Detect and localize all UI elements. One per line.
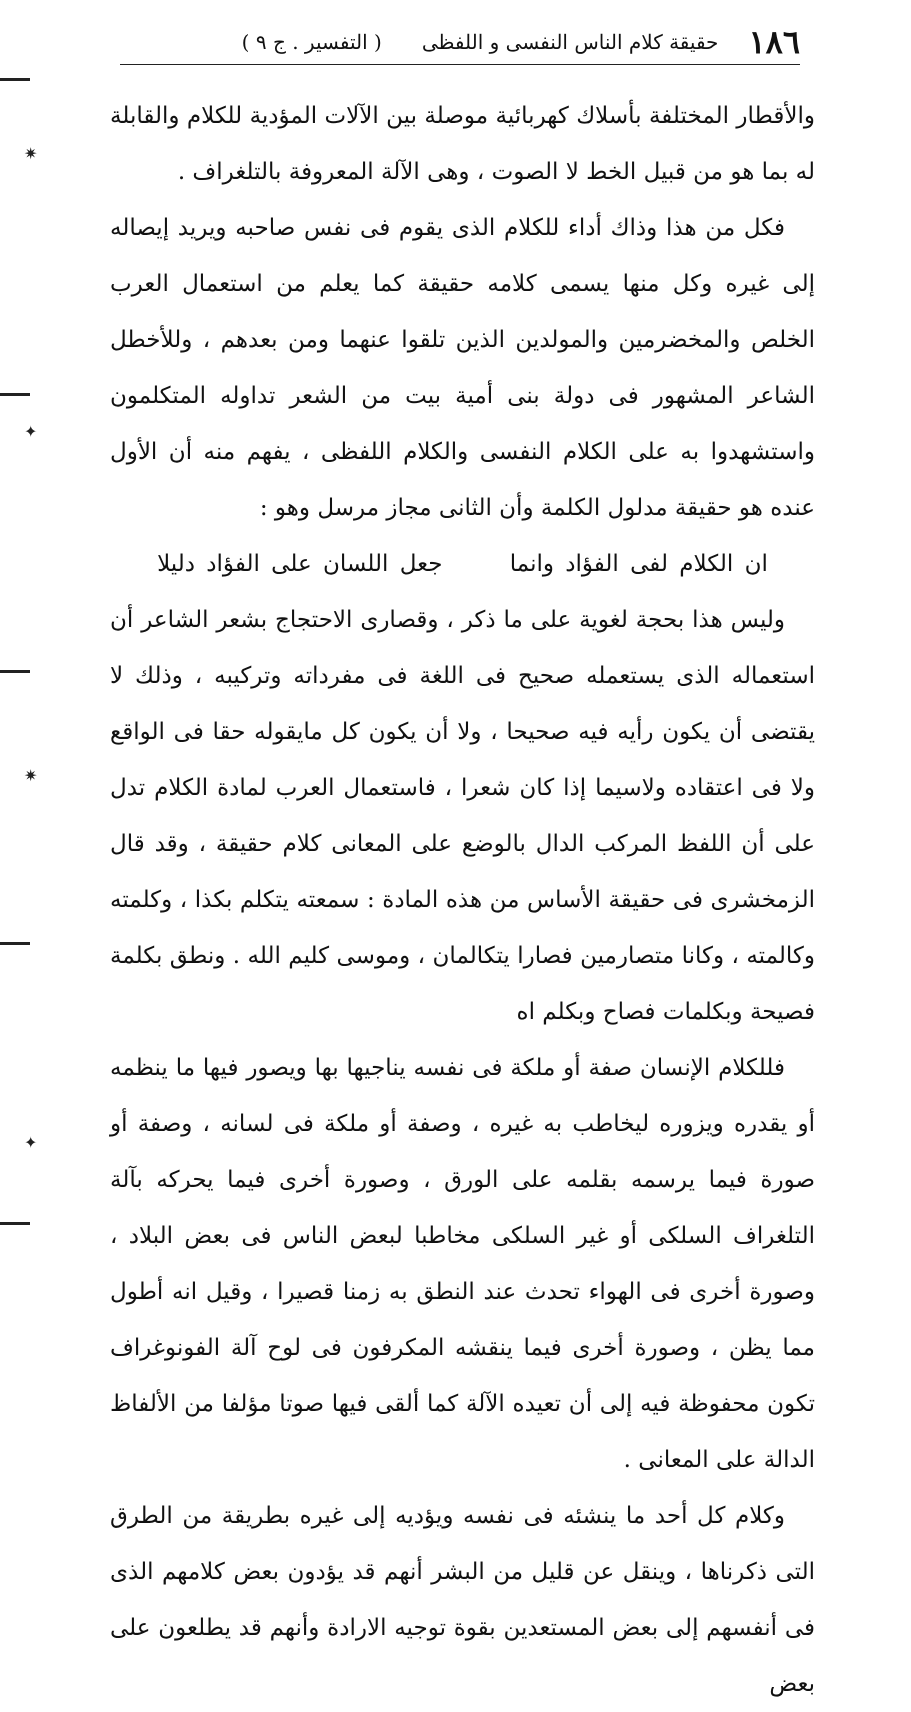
margin-ornament-icon: ✦ (24, 1133, 38, 1152)
paragraph: فكل من هذا وذاك أداء للكلام الذى يقوم فى نفس صاحبه ويريد إيصاله إلى غيره وكل منها يسمى كلامه حقيقة كما يعلم من استعمال العرب الخلص والمخضرمين والمولدين الذين تلقوا عنهما ومن بعدهم ، وللأخطل الشاعر المشهور فى دولة بنى أمية بيت من الشعر تداوله المتكلمون واستشهدوا به على الكلام النفسى والكلام اللفظى ، يفهم منه أن الأول عنده هو حقيقة مدلول الكلمة وأن الثانى مجاز مرسل وهو : (110, 215, 815, 521)
verse-first-hemistich: ان الكلام لفى الفؤاد وانما (509, 551, 768, 577)
page-number: ١٨٦ (748, 23, 800, 61)
margin-line-mark (0, 670, 30, 673)
margin-line-mark (0, 393, 30, 396)
page-header (120, 20, 800, 65)
margin-ornament-icon: ✷ (24, 144, 38, 163)
margin-line-mark (0, 942, 30, 945)
verse-line (110, 536, 815, 592)
verse-second-hemistich: جعل اللسان على الفؤاد دليلا (157, 551, 443, 577)
paragraph: وكلام كل أحد ما ينشئه فى نفسه ويؤديه إلى غيره بطريقة من الطرق التى ذكرناها ، وينقل عن قليل من البشر أنهم قد يؤدون بعض كلامهم الذى فى أنفسهم إلى بعض المستعدين بقوة توجيه الارادة وأنهم قد يطلعون على بعض (110, 1503, 815, 1697)
paragraph: والأقطار المختلفة بأسلاك كهربائية موصلة بين الآلات المؤدية للكلام والقابلة له بما هو من قبيل الخط لا الصوت ، وهى الآلة المعروفة بالتلغراف . (110, 103, 815, 185)
chapter-reference: ( التفسير . ج ٩ ) (241, 30, 382, 54)
margin-line-mark (0, 1222, 30, 1225)
margin-ornament-icon: ✷ (24, 766, 38, 785)
paragraph: فللكلام الإنسان صفة أو ملكة فى نفسه يناجيها بها ويصور فيها ما ينظمه أو يقدره ويزوره ليخاطب به غيره ، وصفة أو ملكة فى لسانه ، وصفة أو صورة فيما يرسمه بقلمه على الورق ، وصورة أخرى فيما يحركه بآلة التلغراف السلكى أو غير السلكى مخاطبا لبعض الناس فى بعض البلاد ، وصورة أخرى فى الهواء تحدث عند النطق به زمنا قصيرا ، وقيل انه أطول مما يظن ، وصورة أخرى فيما ينقشه المكرفون فى لوح آلة الفونوغراف تكون محفوظة فيه إلى أن تعيده الآلة كما ألقى فيها صوتا مؤلفا من الألفاظ الدالة على المعانى . (110, 1055, 815, 1473)
margin-line-mark (0, 78, 30, 81)
paragraph: وليس هذا بحجة لغوية على ما ذكر ، وقصارى الاحتجاج بشعر الشاعر أن استعماله الذى يستعمله صحيح فى اللغة فى مفرداته وتركيبه ، وذلك لا يقتضى أن يكون رأيه فيه صحيحا ، ولا أن يكون كل مايقوله حقا فى الواقع ولا فى اعتقاده ولاسيما إذا كان شعرا ، فاستعمال العرب لمادة الكلام تدل على أن اللفظ المركب الدال بالوضع على المعانى كلام حقيقة ، وقد قال الزمخشرى فى حقيقة الأساس من هذه المادة : سمعته يتكلم بكذا ، وكلمته وكالمته ، وكانا متصارمين فصارا يتكالمان ، وموسى كليم الله . ونطق بكلمة فصيحة وبكلمات فصاح وبكلم اه (110, 607, 815, 1025)
body-text (110, 88, 815, 1712)
running-title: حقيقة كلام الناس النفسى و اللفظى (421, 30, 719, 54)
margin-ornament-icon: ✦ (24, 422, 38, 441)
